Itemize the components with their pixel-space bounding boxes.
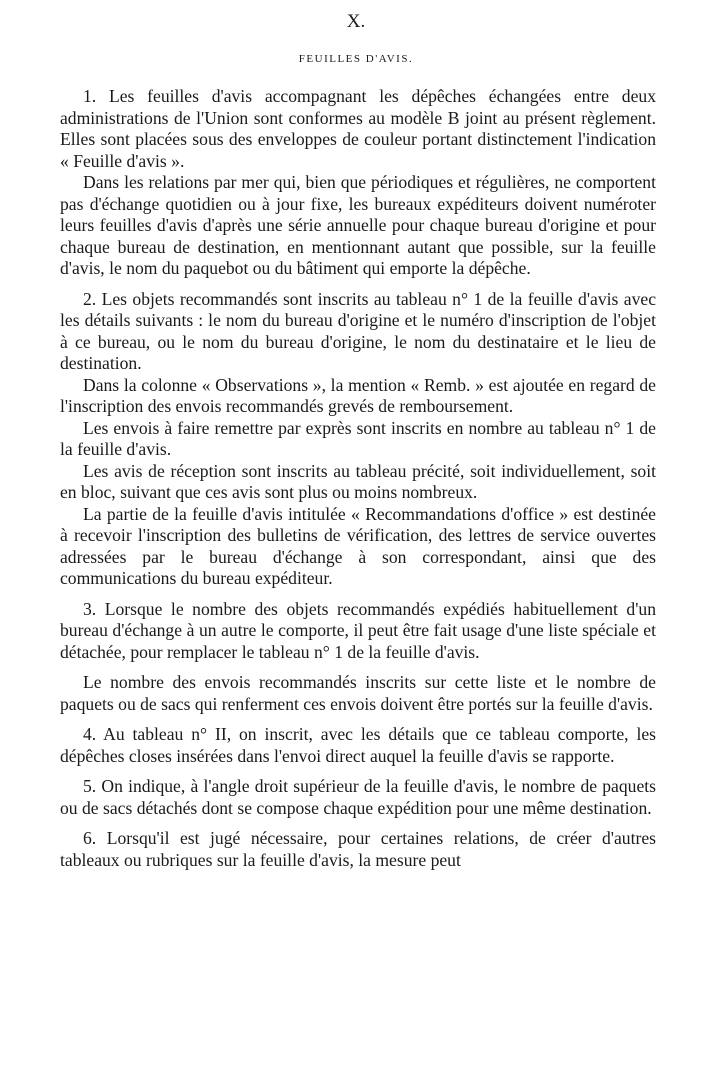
- paragraph-3: 2. Les objets recommandés sont inscrits au tableau n° 1 de la feuille d'avis avec les détails suivants : le nom du bureau d'origine et le numéro d'inscription de l'objet à ce bureau, ou le nom du bureau d'origine, le nom du destinataire et le lieu de destination.: [60, 288, 656, 373]
- paragraph-2: Dans les relations par mer qui, bien que périodiques et régulières, ne comportent pas d'échange quotidien ou à jour fixe, les bureaux expéditeurs doivent numéroter leurs feuilles d'avis d'après une série annuelle pour chaque bureau d'origine et pour chaque bureau de destination, en mentionnant autant que possible, sur la feuille d'avis, le nom du paquebot ou du bâtiment qui emporte la dépêche.: [60, 172, 656, 278]
- section-title: FEUILLES D'AVIS.: [298, 53, 414, 65]
- paragraph-9: Le nombre des envois recommandés inscrits sur cette liste et le nombre de paquets ou de sacs qui renferment ces envois doivent être portés sur la feuille d'avis.: [60, 672, 656, 714]
- paragraph-10: 4. Au tableau n° II, on inscrit, avec les détails que ce tableau comporte, les dépêches closes insérées dans l'envoi direct auquel la feuille d'avis se rapporte.: [60, 724, 656, 766]
- paragraph-11: 5. On indique, à l'angle droit supérieur de la feuille d'avis, le nombre de paquets ou de sacs détachés dont se compose chaque expédition pour une même destination.: [60, 776, 656, 818]
- paragraph-12: 6. Lorsqu'il est jugé nécessaire, pour certaines relations, de créer d'autres tableaux ou rubriques sur la feuille d'avis, la mesure peut: [60, 828, 656, 870]
- section-number: X.: [346, 11, 366, 32]
- paragraph-5: Les envois à faire remettre par exprès sont inscrits en nombre au tableau n° 1 de la feuille d'avis.: [60, 417, 656, 459]
- paragraph-8: 3. Lorsque le nombre des objets recommandés expédiés habituellement d'un bureau d'échange à un autre le comporte, il peut être fait usage d'une liste spéciale et détachée, pour remplacer le tableau n° 1 de la feuille d'avis.: [60, 598, 656, 662]
- paragraph-6: Les avis de réception sont inscrits au tableau précité, soit individuellement, soit en bloc, suivant que ces avis sont plus ou moins nombreux.: [60, 460, 656, 502]
- paragraph-1: 1. Les feuilles d'avis accompagnant les dépêches échangées entre deux administrations de l'Union sont conformes au modèle B joint au présent règlement. Elles sont placées sous des enveloppes de couleur portant distinctement l'indication « Feuille d'avis ».: [60, 86, 656, 171]
- paragraph-4: Dans la colonne « Observations », la mention « Remb. » est ajoutée en regard de l'inscription des envois recommandés grevés de remboursement.: [60, 374, 656, 416]
- body-text: [60, 86, 656, 871]
- paragraph-7: La partie de la feuille d'avis intitulée « Recommandations d'office » est destinée à recevoir l'inscription des bulletins de vérification, des lettres de service ouvertes adressées par le bureau d'échange à son correspondant, ainsi que des communications du bureau expéditeur.: [60, 503, 656, 588]
